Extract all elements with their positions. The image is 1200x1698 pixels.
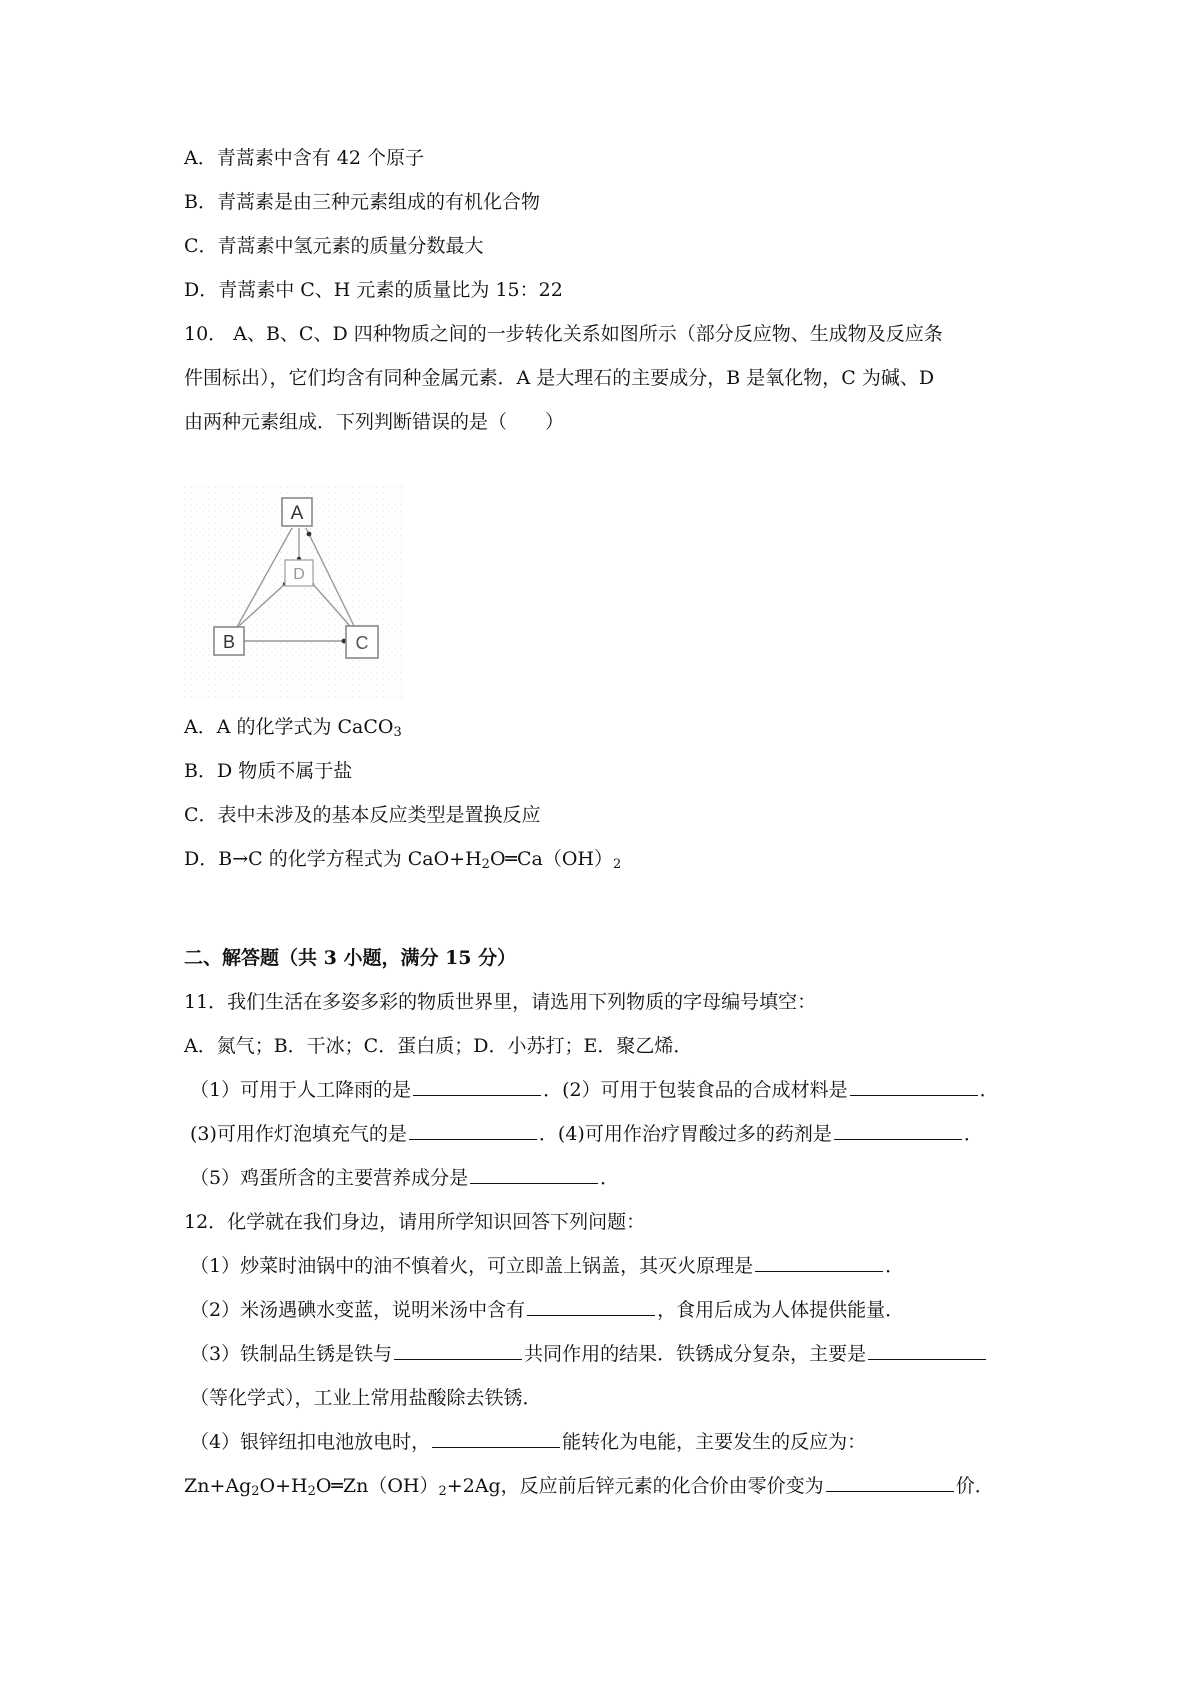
q9-option-c: C．青蒿素中氢元素的质量分数最大 (184, 235, 484, 257)
section-2-heading: 二、解答题（共 3 小题，满分 15 分） (184, 947, 517, 969)
node-c-label: C (355, 633, 369, 653)
q12-part-4-text: （4）银锌纽扣电池放电时， (190, 1431, 431, 1453)
q10-stem-line-3: 由两种元素组成．下列判断错误的是（ ） (184, 411, 565, 433)
q10-stem-line-2: 件围标出），它们均含有同种金属元素．A 是大理石的主要成分，B 是氧化物，C 为碱、D (184, 367, 935, 389)
q11-choices: A．氮气；B．干冰；C．蛋白质；D．小苏打；E．聚乙烯． (184, 1035, 693, 1057)
answer-blank[interactable] (834, 1121, 962, 1140)
q12-part-3-text: 共同作用的结果．铁锈成分复杂，主要是 (524, 1343, 867, 1365)
arrow-tip (307, 532, 312, 537)
q12-part-3 (190, 1341, 988, 1367)
subscript: 2 (481, 857, 490, 872)
q9-option-a: A．青蒿素中含有 42 个原子 (184, 147, 424, 169)
q11-stem: 11．我们生活在多姿多彩的物质世界里，请选用下列物质的字母编号填空： (184, 991, 817, 1013)
subscript: 2 (612, 857, 622, 872)
answer-blank[interactable] (409, 1121, 537, 1140)
subscript: 2 (251, 1484, 260, 1499)
equation-text: Zn+Ag (184, 1475, 252, 1497)
answer-blank[interactable] (826, 1473, 954, 1492)
subscript: 3 (393, 725, 402, 740)
q10-option-a (184, 714, 402, 740)
q9-option-d: D．青蒿素中 C、H 元素的质量比为 15：22 (184, 279, 563, 301)
q12-part-2-text: ，食用后成为人体提供能量． (657, 1299, 905, 1321)
period: ． (963, 1123, 983, 1145)
q12-stem: 12．化学就在我们身边，请用所学知识回答下列问题： (184, 1211, 646, 1233)
q11-part-1-2 (190, 1077, 999, 1103)
q12-part-3-text: （3）铁制品生锈是铁与 (190, 1343, 393, 1365)
equation-text: +2Ag，反应前后锌元素的化合价由零价变为 (446, 1475, 824, 1497)
q12-part-4 (190, 1429, 866, 1455)
node-a-label: A (290, 503, 304, 524)
q11-part-5 (190, 1165, 619, 1191)
q11-part-3-4 (190, 1121, 983, 1147)
answer-blank[interactable] (527, 1297, 655, 1316)
period: ． (600, 1167, 620, 1189)
answer-blank[interactable] (394, 1341, 522, 1360)
q10-option-d (184, 846, 621, 872)
q10-option-c: C．表中未涉及的基本反应类型是置换反应 (184, 804, 541, 826)
q11-part-2-text: ．(2）可用于包装食品的合成材料是 (543, 1079, 848, 1101)
q12-part-2 (190, 1297, 904, 1323)
subscript: 2 (307, 1484, 316, 1499)
q10-option-a-text: A．A 的化学式为 CaCO (184, 716, 394, 738)
equation-end-text: 价． (955, 1475, 994, 1497)
q11-part-3-text: (3)可用作灯泡填充气的是 (190, 1123, 407, 1145)
q10-stem-line-1: 10． A、B、C、D 四种物质之间的一步转化关系如图所示（部分反应物、生成物及反应条 (184, 323, 943, 345)
node-b-label: B (222, 632, 236, 652)
q12-part-1 (190, 1253, 904, 1279)
q11-part-1-text: （1）可用于人工降雨的是 (190, 1079, 412, 1101)
equation-text: O+H (259, 1475, 308, 1497)
q10-option-d-text: O═Ca（OH） (489, 848, 613, 870)
q11-part-4-text: ．(4)可用作治疗胃酸过多的药剂是 (538, 1123, 832, 1145)
node-d-label: D (293, 566, 305, 583)
period: ． (979, 1079, 999, 1101)
answer-blank[interactable] (432, 1429, 560, 1448)
q12-part-1-text: （1）炒菜时油锅中的油不慎着火，可立即盖上锅盖，其灭火原理是 (190, 1255, 754, 1277)
q12-part-2-text: （2）米汤遇碘水变蓝，说明米汤中含有 (190, 1299, 526, 1321)
answer-blank[interactable] (470, 1165, 598, 1184)
subscript: 2 (438, 1484, 447, 1499)
q12-equation-line (184, 1473, 994, 1499)
q12-part-4-text: 能转化为电能，主要发生的反应为： (562, 1431, 867, 1453)
equation-text: O═Zn（OH） (315, 1475, 439, 1497)
q12-part-3-cont: （等化学式），工业上常用盐酸除去铁锈． (190, 1387, 542, 1409)
answer-blank[interactable] (755, 1253, 883, 1272)
answer-blank[interactable] (413, 1077, 541, 1096)
conversion-diagram (184, 486, 404, 698)
q9-option-b: B．青蒿素是由三种元素组成的有机化合物 (184, 191, 540, 213)
q11-part-5-text: （5）鸡蛋所含的主要营养成分是 (190, 1167, 469, 1189)
q10-option-d-text: D．B→C 的化学方程式为 CaO+H (184, 848, 482, 870)
answer-blank[interactable] (868, 1341, 986, 1360)
q10-option-b: B．D 物质不属于盐 (184, 760, 353, 782)
answer-blank[interactable] (850, 1077, 978, 1096)
period: ． (885, 1255, 905, 1277)
